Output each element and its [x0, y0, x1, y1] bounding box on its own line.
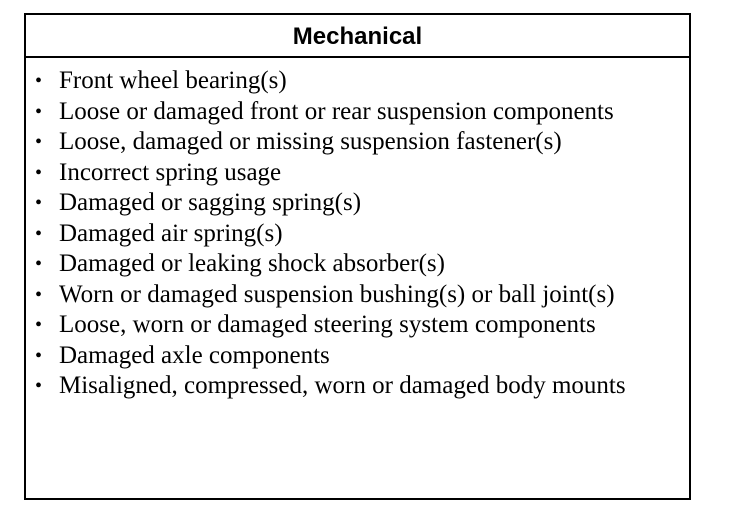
bullet-icon: • — [35, 375, 43, 397]
table-header-title: Mechanical — [292, 22, 423, 50]
list-item — [26, 341, 689, 372]
list-item-text: Loose or damaged front or rear suspension components — [59, 97, 614, 125]
bullet-icon: • — [35, 344, 43, 367]
list-item — [26, 371, 689, 402]
list-item-text: Loose, damaged or missing suspension fastener(s) — [59, 128, 562, 155]
list-item-text: Worn or damaged suspension bushing(s) or ball joint(s) — [59, 280, 615, 308]
list-item — [26, 66, 689, 97]
bullet-icon: • — [35, 100, 43, 123]
bullet-icon: • — [35, 222, 43, 245]
list-item — [26, 280, 689, 311]
cause-list — [26, 58, 689, 402]
list-item-text: Damaged or sagging spring(s) — [59, 189, 362, 216]
bullet-icon: • — [35, 253, 43, 275]
bullet-icon: • — [35, 192, 43, 214]
bullet-icon: • — [35, 70, 43, 92]
list-item-text: Misaligned, compressed, worn or damaged body mounts — [59, 372, 626, 399]
list-item-text: Loose, worn or damaged steering system components — [59, 311, 596, 338]
list-item — [26, 158, 689, 189]
bullet-icon: • — [35, 131, 43, 153]
list-item-text: Damaged axle components — [59, 341, 330, 369]
list-item — [26, 127, 689, 158]
list-item-text: Front wheel bearing(s) — [59, 67, 287, 94]
bullet-icon: • — [35, 314, 43, 336]
list-item — [26, 188, 689, 219]
mechanical-table — [24, 13, 691, 500]
list-item-text: Damaged or leaking shock absorber(s) — [59, 250, 445, 277]
list-item — [26, 249, 689, 280]
list-item-text: Incorrect spring usage — [59, 158, 282, 186]
bullet-icon: • — [35, 161, 43, 184]
table-header — [26, 15, 689, 58]
list-item-text: Damaged air spring(s) — [59, 219, 283, 247]
list-item — [26, 97, 689, 128]
list-item — [26, 219, 689, 250]
list-item — [26, 310, 689, 341]
bullet-icon: • — [35, 283, 43, 306]
